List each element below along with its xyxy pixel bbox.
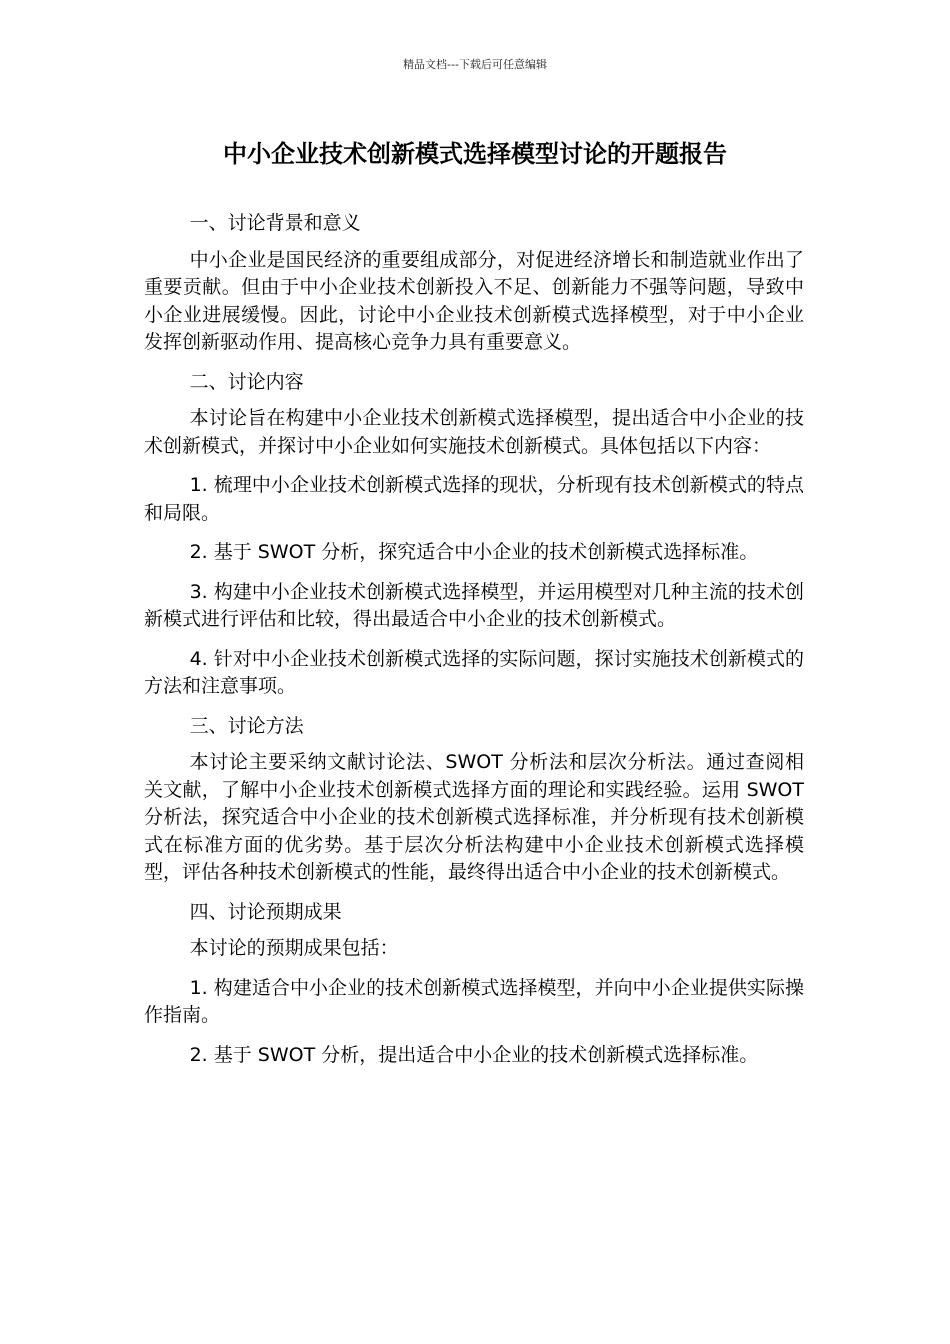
list-item-outcome-1: 1. 构建适合中小企业的技术创新模式选择模型，并向中小企业提供实际操作指南。 (144, 976, 804, 1026)
section-heading-outcomes: 四、讨论预期成果 (189, 900, 342, 923)
header-note: 精品文档---下载后可任意编辑 (403, 58, 547, 71)
paragraph-background: 中小企业是国民经济的重要组成部分，对促进经济增长和制造就业作出了重要贡献。但由于中小企业技术创新投入不足、创新能力不强等问题，导致中小企业进展缓慢。因此，讨论中小企业技术创新模式选择模型，对于中小企业发挥创新驱动作用、提高核心竞争力具有重要意义。 (144, 248, 804, 353)
section-heading-content: 二、讨论内容 (189, 370, 304, 393)
list-item-content-2: 2. 基于 SWOT 分析，探究适合中小企业的技术创新模式选择标准。 (189, 541, 759, 563)
paragraph-content-intro: 本讨论旨在构建中小企业技术创新模式选择模型，提出适合中小企业的技术创新模式，并探讨中小企业如何实施技术创新模式。具体包括以下内容： (144, 407, 804, 457)
list-item-outcome-2: 2. 基于 SWOT 分析，提出适合中小企业的技术创新模式选择标准。 (189, 1043, 759, 1066)
paragraph-outcomes-intro: 本讨论的预期成果包括： (189, 937, 399, 959)
list-item-content-4: 4. 针对中小企业技术创新模式选择的实际问题，探讨实施技术创新模式的方法和注意事项。 (144, 647, 804, 697)
paragraph-method: 本讨论主要采纳文献讨论法、SWOT 分析法和层次分析法。通过查阅相关文献，了解中小企业技术创新模式选择方面的理论和实践经验。运用 SWOT 分析法，探究适合中小企业的技术创新模式选择标准，并分析现有技术创新模式在标准方面的优劣势。基于层次分析法构建中小企业技术创新模式选择模型，评估各种技术创新模式的性能，最终得出适合中小企业的技术创新模式。 (144, 751, 804, 883)
section-heading-background: 一、讨论背景和意义 (189, 212, 361, 234)
list-item-content-3: 3. 构建中小企业技术创新模式选择模型，并运用模型对几种主流的技术创新模式进行评估和比较，得出最适合中小企业的技术创新模式。 (144, 580, 804, 630)
document-title: 中小企业技术创新模式选择模型讨论的开题报告 (223, 140, 727, 168)
list-item-content-1: 1. 梳理中小企业技术创新模式选择的现状，分析现有技术创新模式的特点和局限。 (144, 474, 804, 524)
document-body (144, 210, 804, 1081)
section-heading-method: 三、讨论方法 (189, 714, 304, 737)
